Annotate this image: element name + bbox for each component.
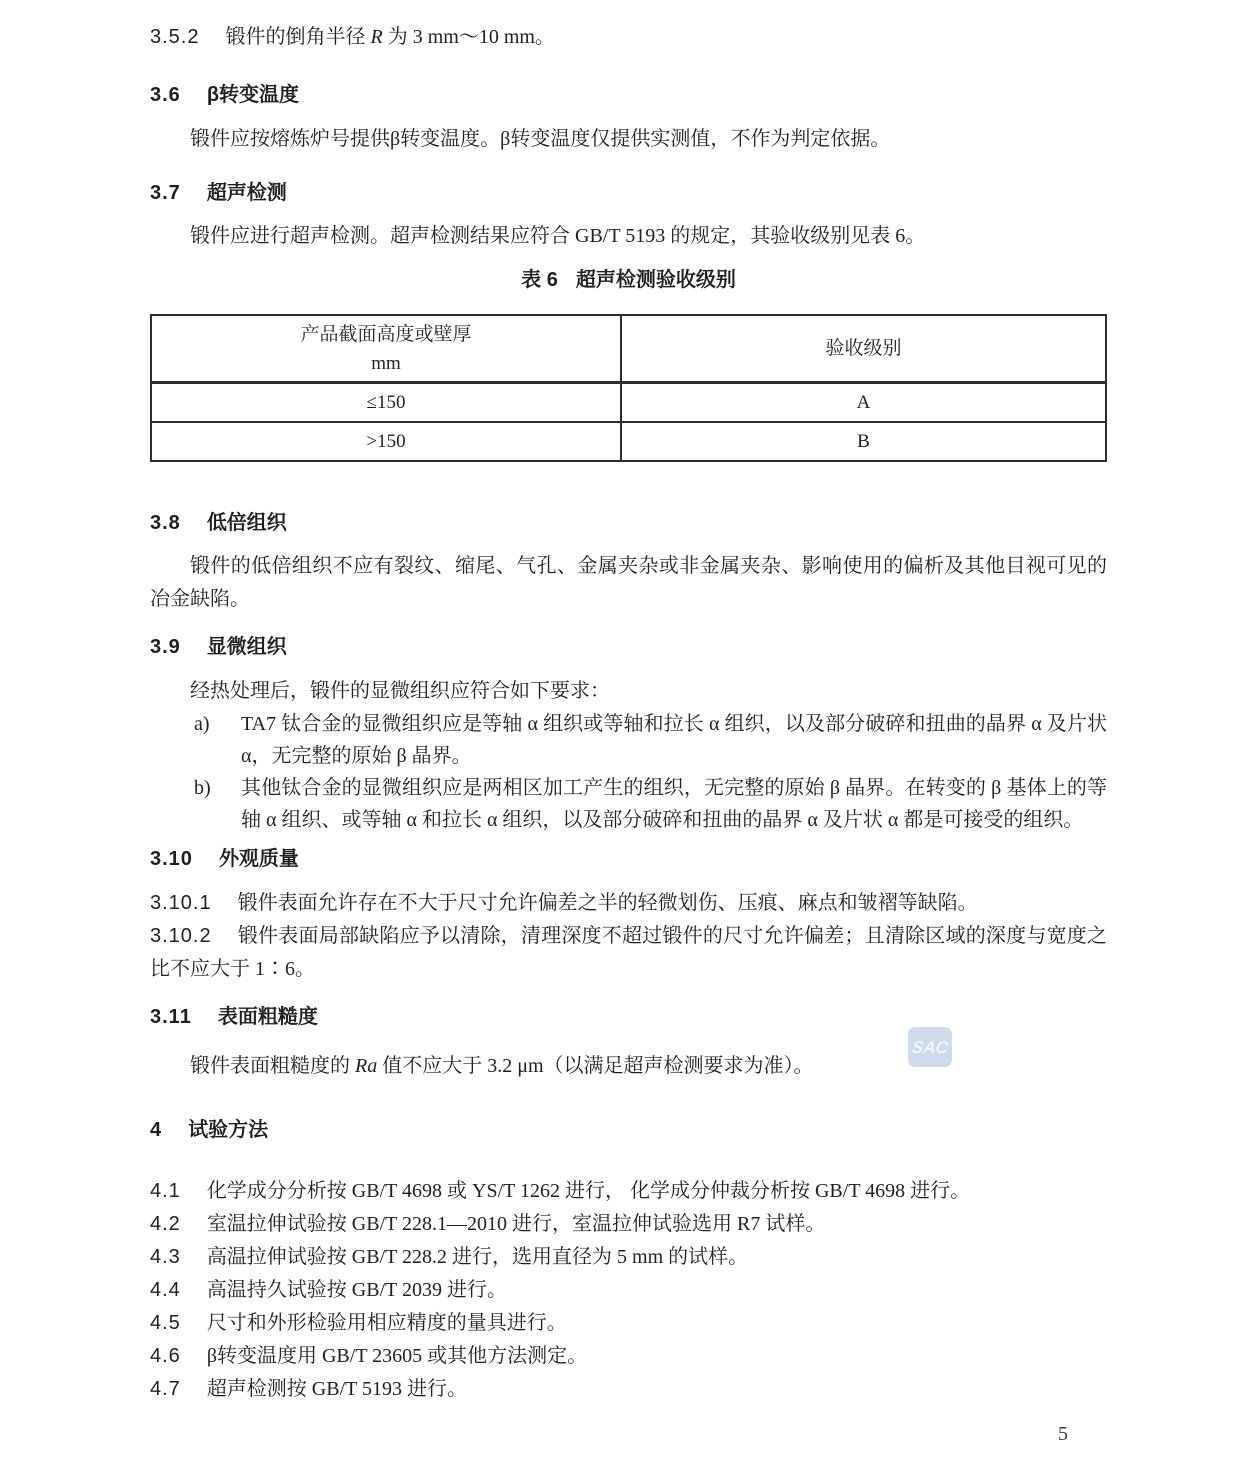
clause-number: 4.7 [150,1378,181,1400]
heading-4 [150,1114,1107,1147]
clause-number: 4.3 [150,1246,181,1268]
table6-col1-header-line1: 产品截面高度或壁厚 [300,323,472,345]
clause-text: 室温拉伸试验按 GB/T 228.1—2010 进行，室温拉伸试验选用 R7 试样。 [206,1213,826,1235]
heading-number: 3.7 [150,182,181,204]
clause-3-5-2 [150,21,1107,54]
clause-number: 3.10.2 [150,925,212,947]
clause-text: 化学成分分析按 GB/T 4698 或 YS/T 1262 进行， 化学成分仲裁分析按 GB/T 4698 进行。 [206,1180,971,1202]
heading-number: 3.10 [150,848,193,870]
heading-title: 超声检测 [206,182,287,204]
clause-number: 4.1 [150,1180,181,1202]
variable-R: R [370,26,383,48]
clause-4-6 [150,1340,1107,1373]
heading-3-10 [150,843,1107,876]
paragraph-3-8: 锻件的低倍组织不应有裂纹、缩尾、气孔、金属夹杂或非金属夹杂、影响使用的偏析及其他目视可见的冶金缺陷。 [150,555,1107,610]
paragraph-3-7: 锻件应进行超声检测。超声检测结果应符合 GB/T 5193 的规定，其验收级别见表 6。 [190,225,926,247]
list-item-text: TA7 钛合金的显微组织应是等轴 α 组织或等轴和拉长 α 组织，以及部分破碎和扭曲的晶界 α 及片状 α，无完整的原始 β 晶界。 [241,713,1107,767]
table6-header-row [151,315,1106,383]
table6-row1-col2: A [621,383,1106,423]
sac-watermark-logo [908,1027,952,1067]
paragraph-3-6: 锻件应按熔炼炉号提供β转变温度。β转变温度仅提供实测值，不作为判定依据。 [190,128,891,150]
clause-text: 超声检测按 GB/T 5193 进行。 [206,1378,468,1400]
heading-title: 表面粗糙度 [217,1006,318,1028]
heading-3-11 [150,1001,1107,1034]
clause-text: 锻件表面允许存在不大于尺寸允许偏差之半的轻微划伤、压痕、麻点和皱褶等缺陷。 [237,892,978,914]
clause-text: 锻件的倒角半径 [225,26,371,48]
clause-text: β转变温度用 GB/T 23605 或其他方法测定。 [206,1345,588,1367]
list-item-text: 其他钛合金的显微组织应是两相区加工产生的组织，无完整的原始 β 晶界。在转变的 β 基体上的等轴 α 组织、或等轴 α 和拉长 α 组织，以及部分破碎和扭曲的晶界 α 及片状 α 都是可接受的组织。 [241,777,1107,831]
clause-text: 锻件表面粗糙度的 [190,1055,355,1077]
clause-number: 4.2 [150,1213,181,1235]
table-row [151,383,1106,423]
table6-col1-header-line2: mm [371,352,401,374]
clause-4-5 [150,1307,1107,1340]
heading-3-6 [150,79,1107,112]
clause-4-4 [150,1274,1107,1307]
table6-row1-col1: ≤150 [151,383,621,423]
table6-caption-title: 超声检测验收级别 [575,269,736,291]
paragraph-3-9-intro: 经热处理后，锻件的显微组织应符合如下要求： [190,680,610,702]
heading-title: 低倍组织 [206,512,287,534]
clause-text: 尺寸和外形检验用相应精度的量具进行。 [206,1312,567,1334]
heading-title: 外观质量 [218,848,299,870]
clause-3-10-2 [150,920,1107,986]
sac-watermark-label: SAC [910,1037,950,1057]
clause-4-7 [150,1373,1107,1406]
clause-number: 4.6 [150,1345,181,1367]
list-marker-b: b) [194,777,211,799]
heading-title: 试验方法 [188,1119,269,1141]
clause-4-1 [150,1175,1107,1208]
clause-text: 高温拉伸试验按 GB/T 228.2 进行，选用直径为 5 mm 的试样。 [206,1246,749,1268]
table6-caption [150,264,1107,297]
clause-text: 值不应大于 3.2 μm（以满足超声检测要求为准）。 [377,1055,814,1077]
clause-3-10-1 [150,887,1107,920]
clause-number: 4.4 [150,1279,181,1301]
table6 [150,314,1107,462]
heading-number: 3.6 [150,84,181,106]
clause-text: 高温持久试验按 GB/T 2039 进行。 [206,1279,508,1301]
heading-title: 显微组织 [206,636,287,658]
clause-number: 3.5.2 [150,26,200,48]
table6-caption-label: 表 6 [521,269,558,291]
clause-number: 4.5 [150,1312,181,1334]
heading-number: 3.11 [150,1006,192,1028]
clause-4-3 [150,1241,1107,1274]
clause-4-2 [150,1208,1107,1241]
table6-row2-col2: B [621,422,1106,461]
clause-number: 3.10.1 [150,892,212,914]
clause-text: 锻件表面局部缺陷应予以清除，清理深度不超过锻件的尺寸允许偏差；且清除区域的深度与宽度之比不应大于 1∶6。 [150,925,1107,980]
page-number: 5 [1058,1423,1068,1445]
heading-number: 3.9 [150,636,181,658]
list-item-a [150,708,1107,772]
list-item-b [150,772,1107,836]
table6-col2-header: 验收级别 [621,315,1106,383]
paragraph-3-11 [150,1050,1107,1083]
heading-3-7 [150,177,1107,210]
table6-row2-col1: >150 [151,422,621,461]
clause-text: 为 3 mm～10 mm。 [382,26,555,48]
heading-3-8 [150,507,1107,540]
heading-3-9 [150,631,1107,664]
heading-number: 4 [150,1119,163,1141]
table-row [151,422,1106,461]
heading-title: β转变温度 [206,84,300,106]
table6-col1-header [151,315,621,383]
list-marker-a: a) [194,713,210,735]
heading-number: 3.8 [150,512,181,534]
variable-Ra: Ra [355,1055,378,1077]
